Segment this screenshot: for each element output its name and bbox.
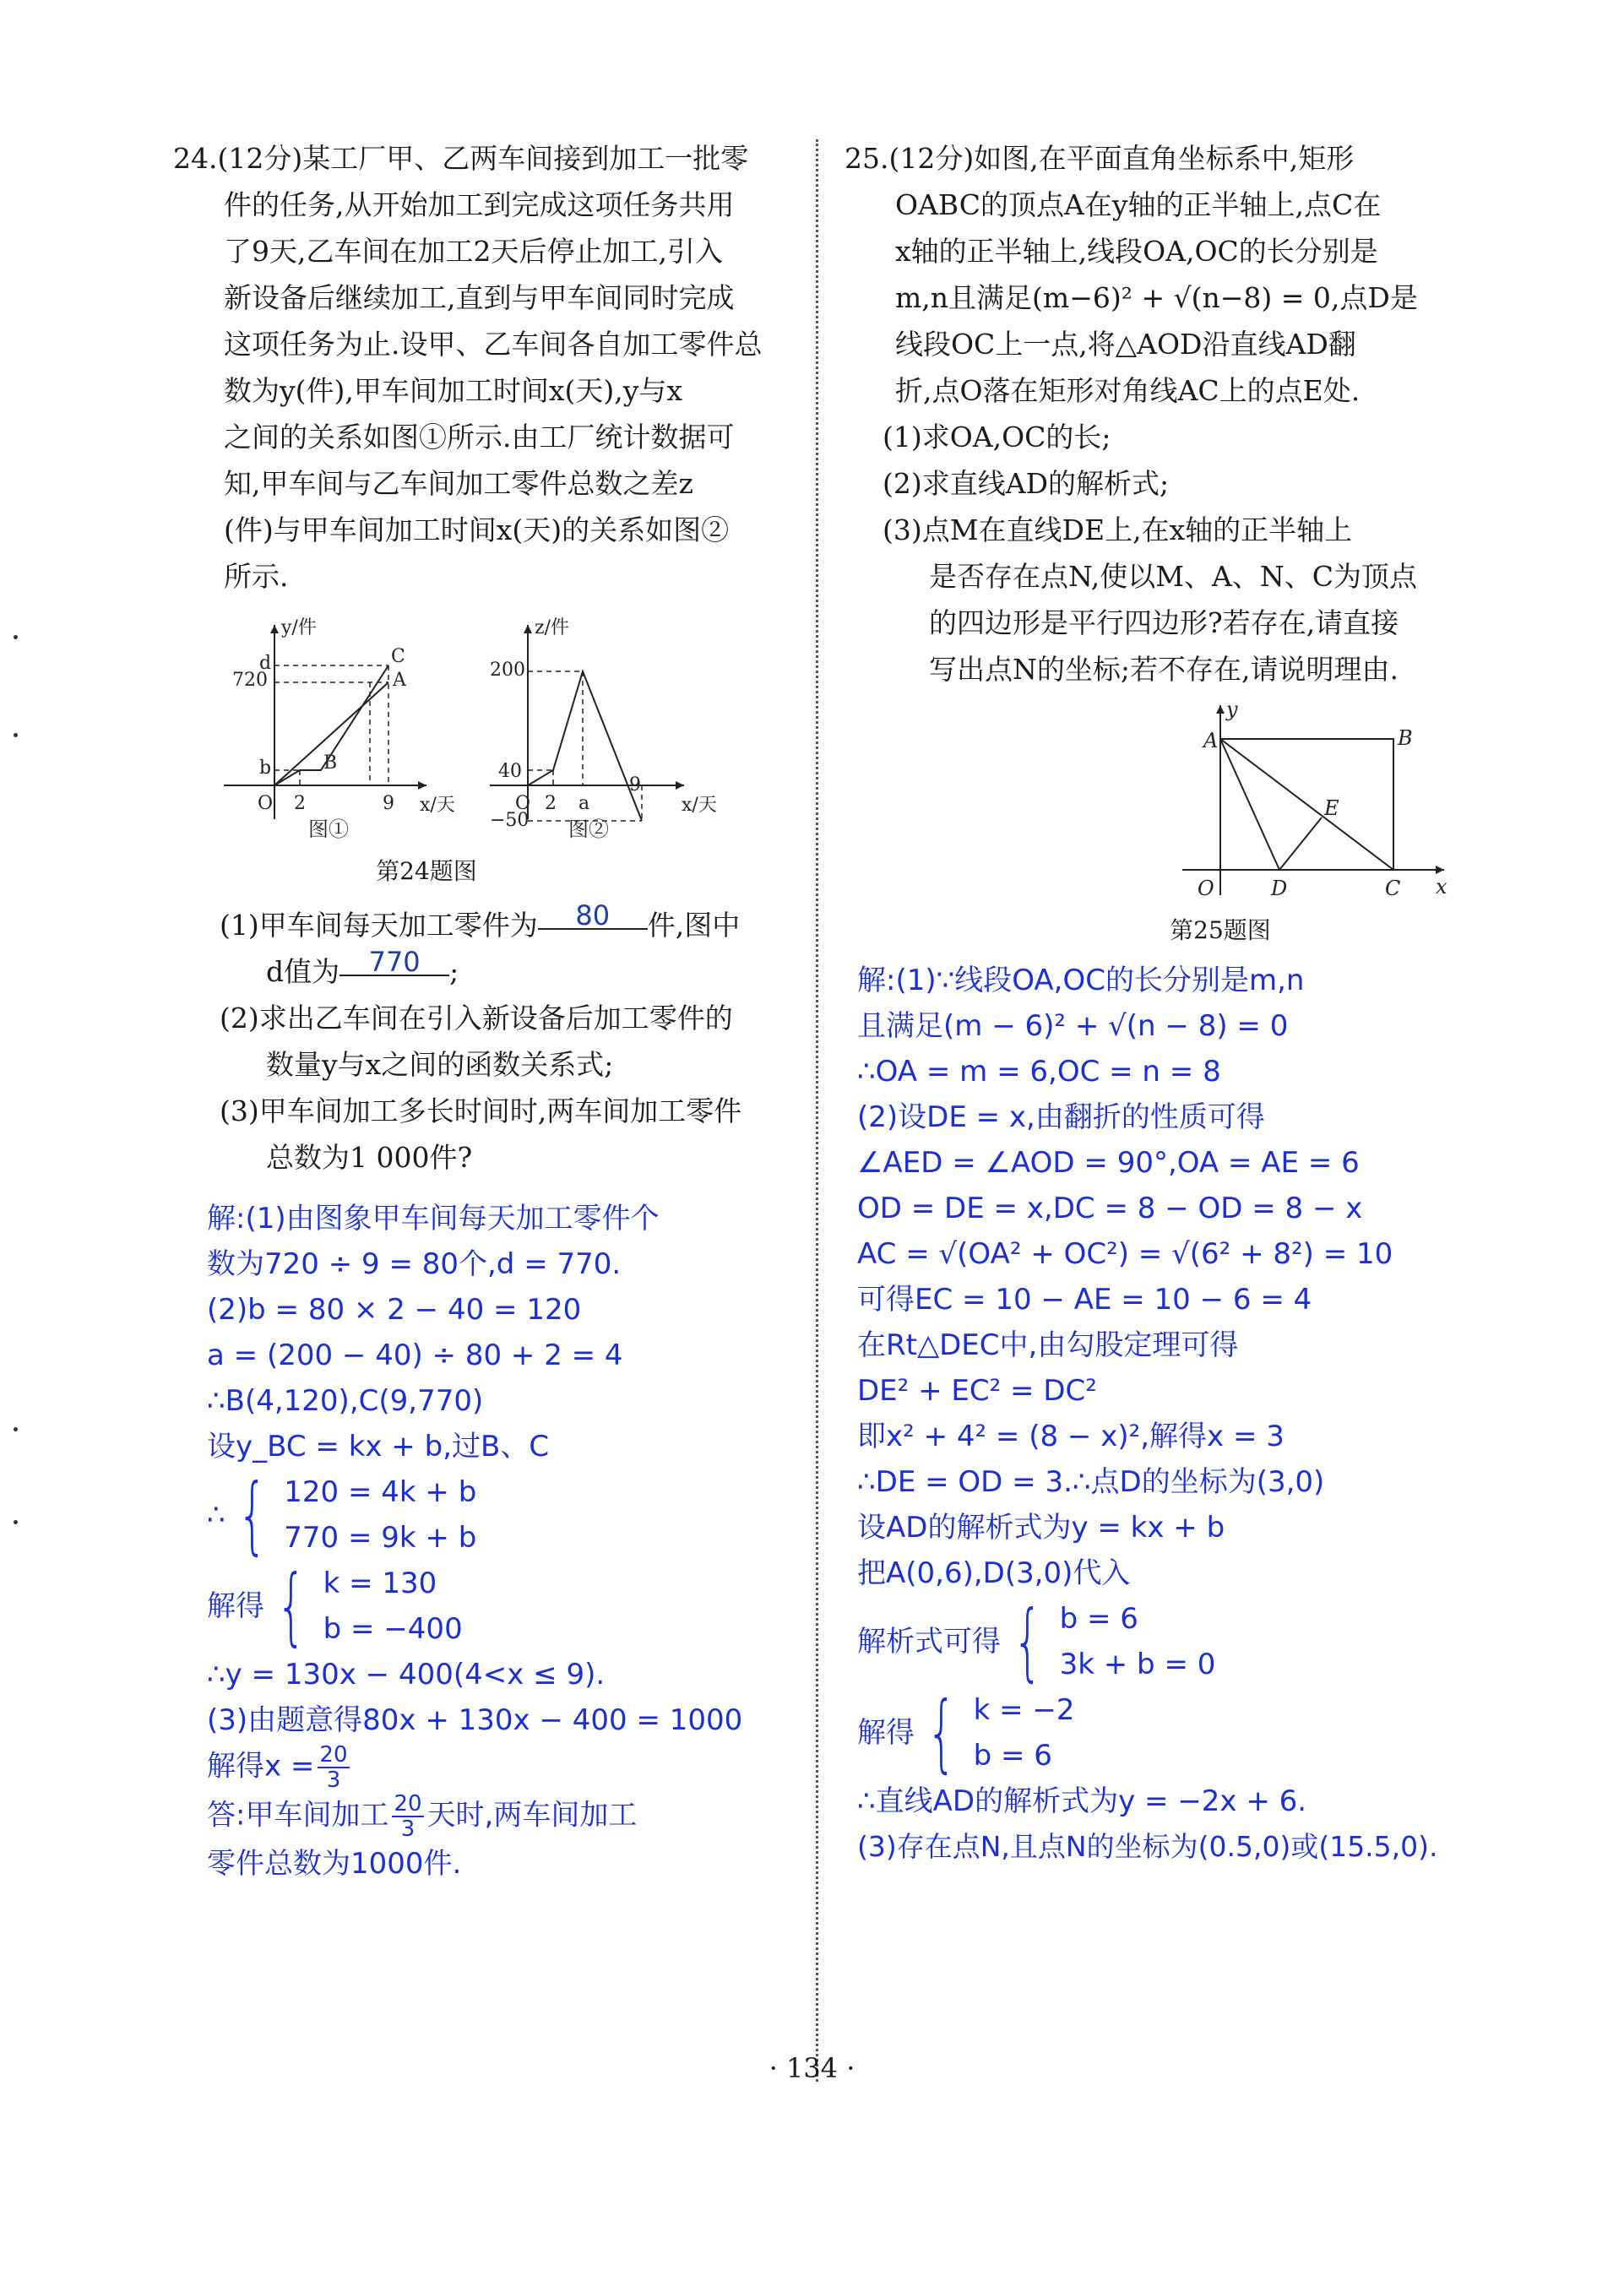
q25-statement [845, 135, 1469, 692]
question-25 [845, 135, 1469, 1870]
q25-line: OABC的顶点A在y轴的正半轴上,点C在 [895, 188, 1382, 221]
fig25-label-d: D [1271, 877, 1288, 900]
fig25-label-e: E [1324, 796, 1339, 820]
answer-line: (2)b = 80 × 2 − 40 = 120 [207, 1293, 582, 1327]
answer-line: AC = √(OA² + OC²) = √(6² + 8²) = 10 [857, 1237, 1393, 1271]
q24-sub1: (1)甲车间每天加工零件为 80 件,图中 [220, 899, 741, 942]
answer-system: 解得 { k = 130 b = −400 [207, 1556, 463, 1655]
q25-line: 折,点O落在矩形对角线AC上的点E处. [895, 374, 1361, 407]
margin-mark [14, 1427, 18, 1431]
question-24 [173, 135, 798, 1887]
q24-sub3-cont: 总数为1 000件? [266, 1141, 473, 1174]
q25-sub3-cont: 写出点N的坐标;若不存在,请说明理由. [929, 653, 1399, 686]
q24-statement [173, 135, 798, 600]
q24-sub1-cont: d值为 770 ; [266, 946, 459, 988]
q25-figure [845, 701, 1469, 912]
answer-line: ∴DE = OD = 3.∴点D的坐标为(3,0) [857, 1465, 1325, 1499]
q25-answer [845, 958, 1469, 1870]
answer-line: a = (200 − 40) ÷ 80 + 2 = 4 [207, 1339, 623, 1372]
answer-line: 零件总数为1000件. [207, 1847, 462, 1881]
figure-2 [490, 617, 717, 841]
fig25-label-y: y [1226, 701, 1238, 721]
answer-line: DE² + EC² = DC² [857, 1374, 1097, 1408]
q24-line: (件)与甲车间加工时间x(天)的关系如图② [224, 513, 730, 546]
q25-figure-title: 第25题图 [1170, 916, 1271, 944]
q24-line: 知,甲车间与乙车间加工零件总数之差z [224, 467, 693, 500]
fig1-point-c: C [391, 646, 405, 667]
q24-sub3: (3)甲车间加工多长时间时,两车间加工零件 [220, 1094, 742, 1127]
q24-sub2: (2)求出乙车间在引入新设备后加工零件的 [220, 1002, 733, 1035]
fig1-point-a: A [393, 670, 406, 691]
q24-line: 数为y(件),甲车间加工时间x(天),y与x [224, 374, 682, 407]
fig1-xlabel: x/天 [420, 795, 455, 816]
q25-line: m,n且满足(m−6)² + √(n−8) = 0,点D是 [895, 281, 1418, 314]
fig2-origin: O [515, 793, 531, 814]
answer-line: 且满足(m − 6)² + √(n − 8) = 0 [857, 1009, 1289, 1043]
answer-line: 设y_BC = kx + b,过B、C [207, 1430, 550, 1464]
column-divider [816, 139, 818, 2082]
q24-head: 24.(12分)某工厂甲、乙两车间接到加工一批零 [173, 142, 749, 175]
answer-line: 解:(1)∵线段OA,OC的长分别是m,n [857, 964, 1305, 997]
answer-line: (2)设DE = x,由翻折的性质可得 [857, 1100, 1265, 1134]
answer-line: (3)存在点N,且点N的坐标为(0.5,0)或(15.5,0). [857, 1830, 1438, 1863]
q25-sub3-cont: 的四边形是平行四边形?若存在,请直接 [929, 606, 1399, 639]
fig25-label-b: B [1398, 726, 1413, 750]
answer-line: 解:(1)由图象甲车间每天加工零件个 [207, 1202, 660, 1235]
margin-mark [14, 635, 18, 639]
answer-line: 解得x = $\frac{20}{3}$ [207, 1742, 348, 1793]
fig1-tick-b: b [259, 758, 272, 779]
fig1-ylabel: y/件 [281, 617, 317, 638]
fig2-tick-neg50: −50 [490, 810, 530, 831]
q24-line: 件的任务,从开始加工到完成这项任务共用 [224, 188, 735, 221]
fig1-tick-9: 9 [383, 793, 394, 814]
margin-mark [14, 733, 18, 737]
answer-system: ∴ { 120 = 4k + b 770 = 9k + b [207, 1465, 477, 1564]
fig25-label-x: x [1436, 875, 1447, 899]
fig2-caption: 图② [568, 817, 609, 841]
fig2-tick-2: 2 [545, 793, 557, 814]
figure-1 [224, 617, 455, 841]
answer-line: ∴B(4,120),C(9,770) [207, 1384, 484, 1418]
answer-line: 把A(0,6),D(3,0)代入 [857, 1556, 1131, 1590]
diagonal-ac [1220, 739, 1393, 870]
q24-line: 了9天,乙车间在加工2天后停止加工,引入 [224, 235, 723, 268]
fig1-tick-720: 720 [232, 670, 268, 691]
q25-sub2: (2)求直线AD的解析式; [883, 467, 1170, 500]
fig1-tick-2: 2 [294, 793, 306, 814]
fig25-label-a: A [1203, 729, 1219, 752]
q24-figures [173, 608, 798, 844]
fig2-tick-9: 9 [629, 774, 641, 796]
answer-line: 即x² + 4² = (8 − x)²,解得x = 3 [857, 1420, 1285, 1453]
q24-blank-1: 80 [538, 903, 648, 930]
q24-answer [173, 1196, 798, 1887]
fig2-xlabel: x/天 [682, 795, 717, 816]
answer-line: ∴直线AD的解析式为y = −2x + 6. [857, 1784, 1307, 1818]
segment-ad [1220, 739, 1279, 870]
answer-line: 在Rt△DEC中,由勾股定理可得 [857, 1328, 1239, 1362]
answer-line: ∴OA = m = 6,OC = n = 8 [857, 1055, 1221, 1089]
fig25-label-o: O [1198, 877, 1214, 900]
page-number: · 134 · [769, 2052, 855, 2084]
q25-head: 25.(12分)如图,在平面直角坐标系中,矩形 [845, 142, 1355, 175]
q25-line: x轴的正半轴上,线段OA,OC的长分别是 [895, 235, 1378, 268]
q25-sub3: (3)点M在直线DE上,在x轴的正半轴上 [883, 513, 1353, 546]
answer-line: 设AD的解析式为y = kx + b [857, 1511, 1225, 1545]
q24-figure-title: 第24题图 [376, 857, 477, 885]
fig25-label-c: C [1385, 877, 1401, 900]
answer-line: 数为720 ÷ 9 = 80个,d = 770. [207, 1247, 622, 1281]
answer-line: OD = DE = x,DC = 8 − OD = 8 − x [857, 1192, 1363, 1225]
q25-sub3-cont: 是否存在点N,使以M、A、N、C为顶点 [929, 560, 1417, 593]
answer-line: ∴y = 130x − 400(4<x ≤ 9). [207, 1658, 606, 1692]
q25-line: 线段OC上一点,将△AOD沿直线AD翻 [895, 328, 1356, 361]
answer-system: 解析式可得 { b = 6 3k + b = 0 [857, 1592, 1216, 1691]
answer-system: 解得 { k = −2 b = 6 [857, 1683, 1075, 1782]
answer-line: 可得EC = 10 − AE = 10 − 6 = 4 [857, 1283, 1312, 1317]
q24-line: 这项任务为止.设甲、乙车间各自加工零件总 [224, 328, 763, 361]
fig2-tick-200: 200 [490, 660, 525, 681]
fig1-tick-d: d [259, 653, 272, 674]
margin-mark [14, 1520, 18, 1524]
answer-line: 答:甲车间加工 $\frac{20}{3}$ 天时,两车间加工 [207, 1791, 638, 1842]
q24-subquestions [173, 899, 798, 1181]
fig1-point-b: B [323, 752, 338, 774]
answer-line: (3)由题意得80x + 130x − 400 = 1000 [207, 1703, 743, 1737]
fig2-tick-40: 40 [498, 761, 522, 782]
q24-blank-2: 770 [339, 949, 449, 976]
segment-de [1279, 817, 1322, 870]
q24-line: 所示. [224, 560, 289, 593]
q24-sub2-cont: 数量y与x之间的函数关系式; [266, 1048, 614, 1081]
q24-line: 之间的关系如图①所示.由工厂统计数据可 [224, 421, 735, 453]
q24-line: 新设备后继续加工,直到与甲车间同时完成 [224, 281, 735, 314]
fig2-ylabel: z/件 [535, 617, 570, 638]
q25-sub1: (1)求OA,OC的长; [883, 421, 1111, 453]
answer-line: ∠AED = ∠AOD = 90°,OA = AE = 6 [857, 1146, 1360, 1180]
fig1-caption: 图① [308, 817, 349, 841]
fig1-origin: O [258, 793, 274, 814]
fig2-tick-a: a [578, 793, 590, 814]
